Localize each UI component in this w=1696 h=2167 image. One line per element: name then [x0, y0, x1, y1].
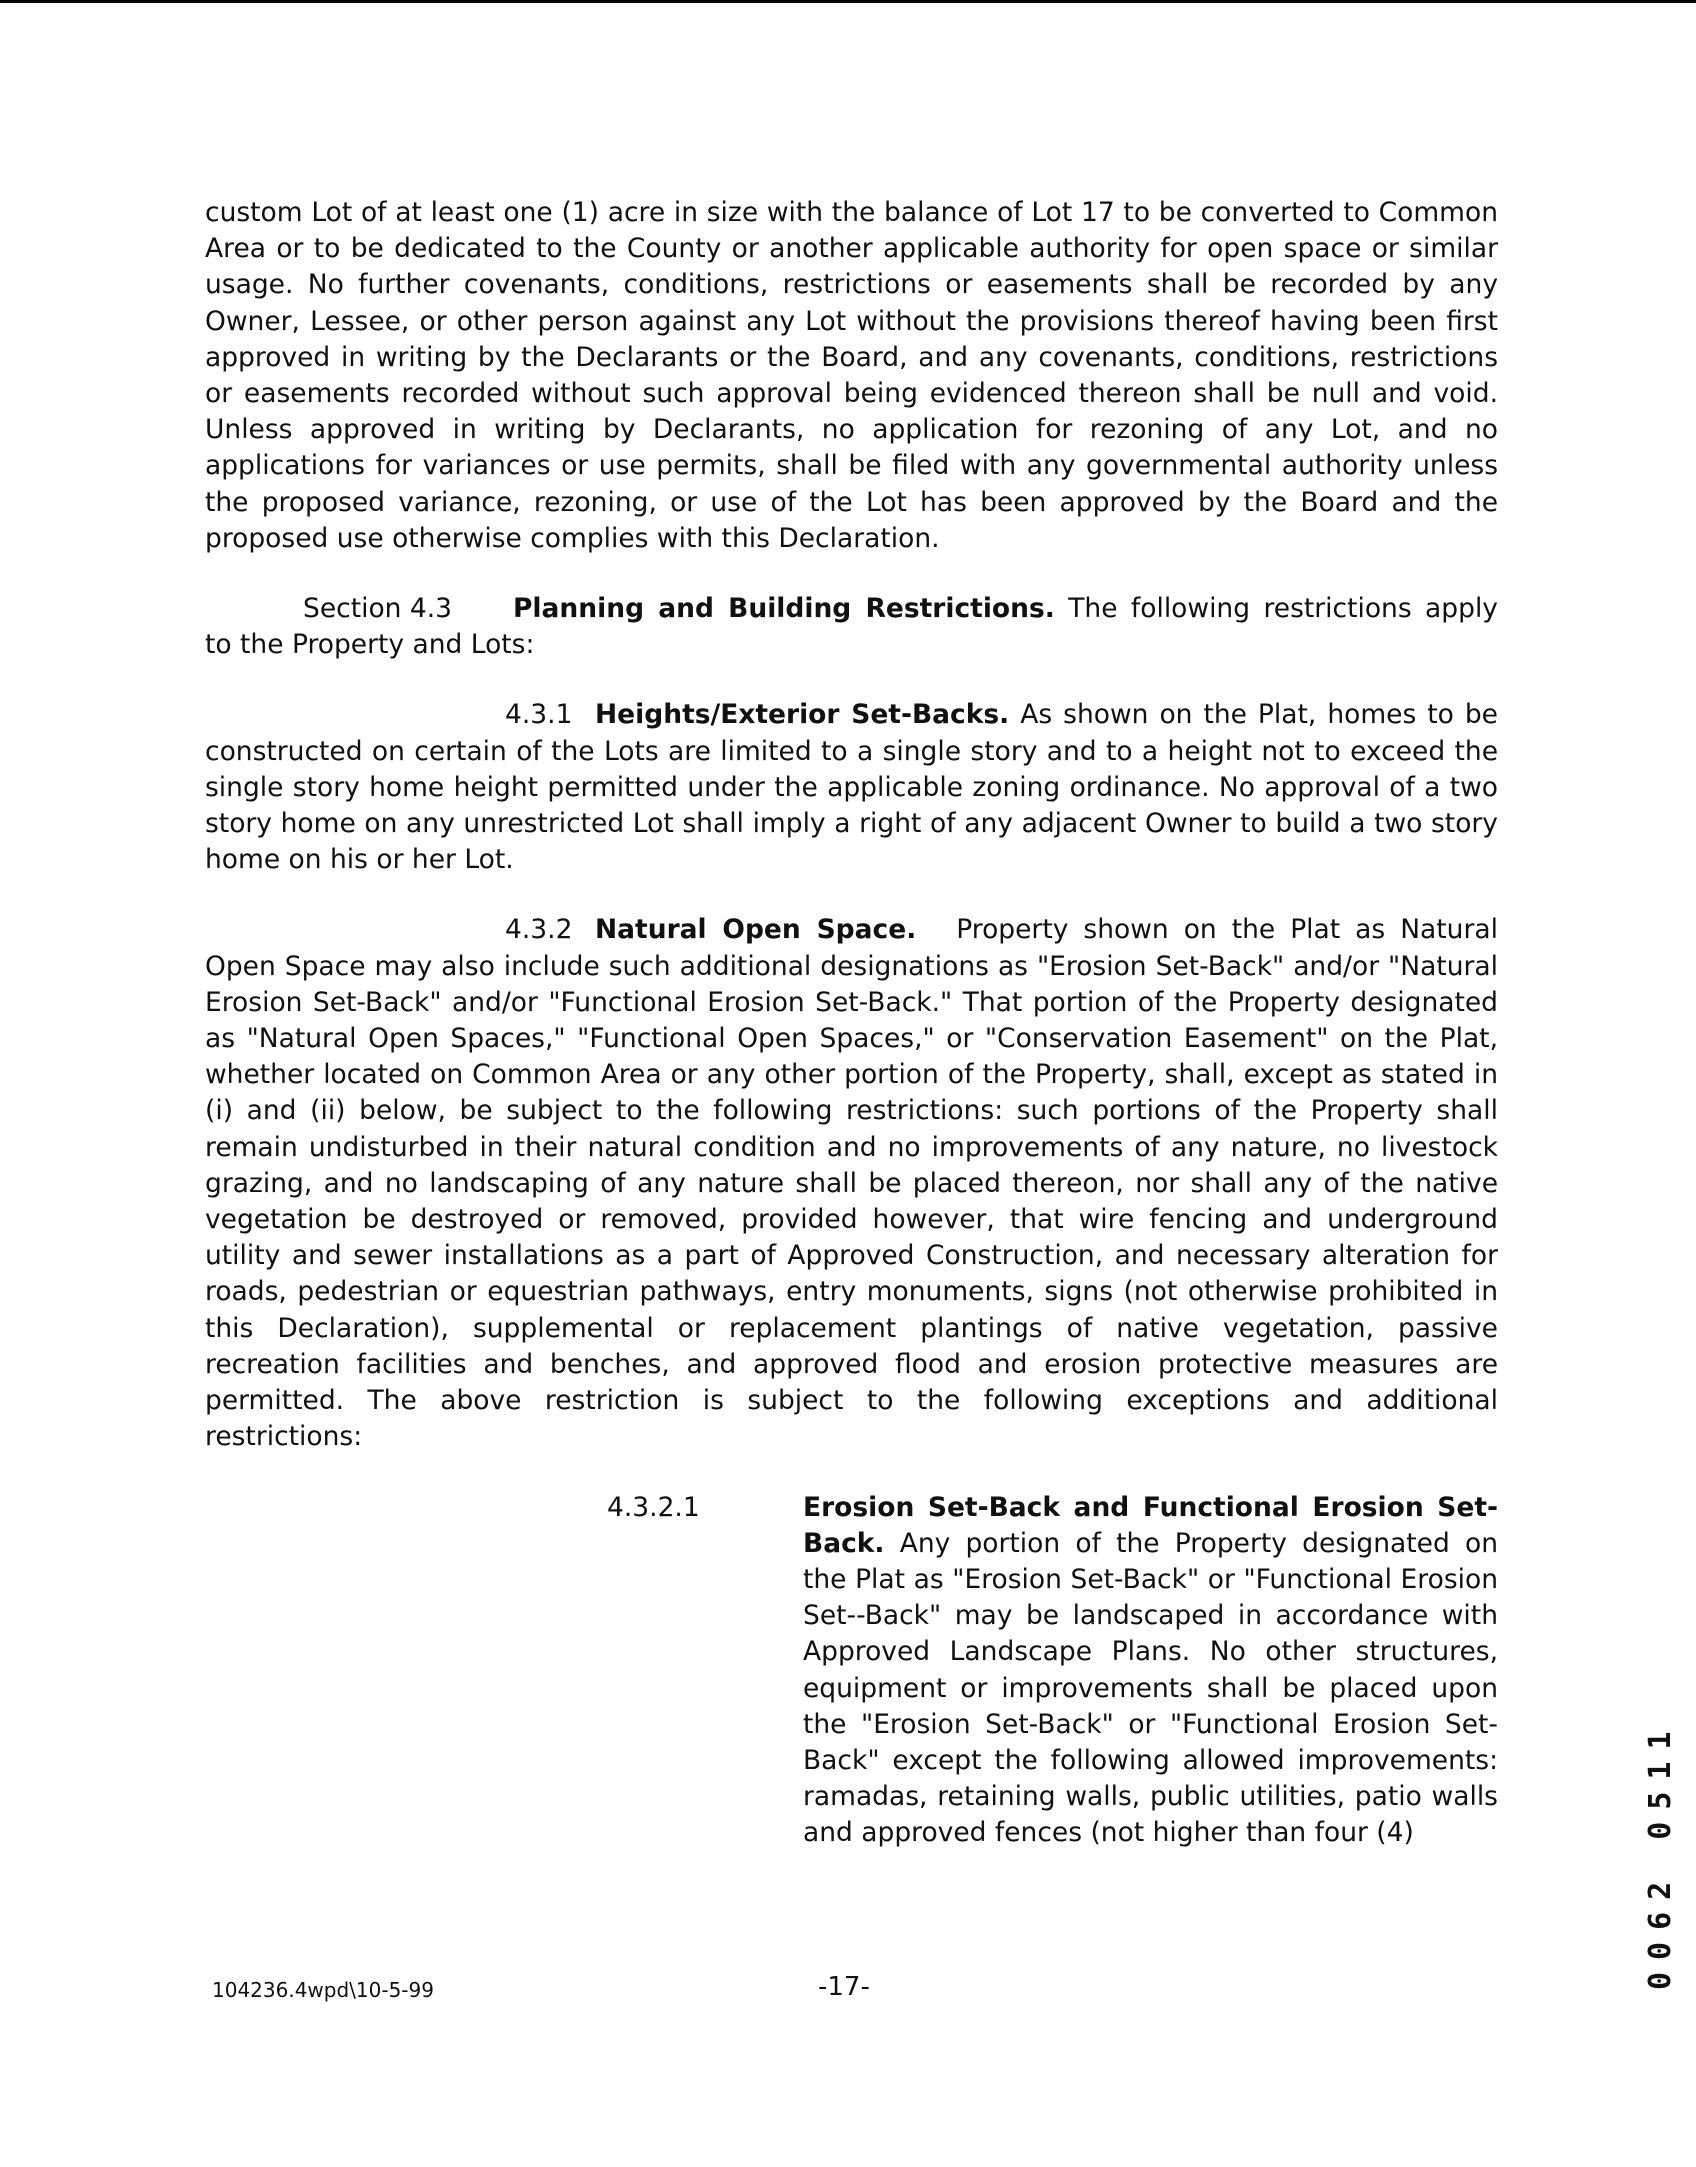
subsection-4-3-1-heading: Heights/Exterior Set-Backs.	[595, 699, 1010, 731]
subsection-4-3-1-number: 4.3.1	[505, 699, 573, 731]
section-4-3-heading: Planning and Building Restrictions.	[513, 593, 1055, 625]
footer-document-id: 104236.4wpd\10-5-99	[212, 1978, 434, 2002]
subsection-4-3-2-1-block	[205, 1490, 1498, 1852]
paragraph-continuation: custom Lot of at least one (1) acre in size with the balance of Lot 17 to be converted to Common Area or to be dedicated to the County or another applicable authority for open space or similar usage. No further covenants, conditions, restrictions or easements shall be recorded by any Owner, Lessee, or other person against any Lot without the provisions thereof having been first approved in writing by the Declarants or the Board, and any covenants, conditions, restrictions or easements recorded without such approval being evidenced thereon shall be null and void. Unless approved in writing by Declarants, no application for rezoning of any Lot, and no applications for variances or use permits, shall be filed with any governmental authority unless the proposed variance, rezoning, or use of the Lot has been approved by the Board and the proposed use otherwise complies with this Declaration.	[205, 197, 1498, 554]
footer-page-number: -17-	[818, 1972, 870, 2002]
recording-stamp	[1643, 1590, 1680, 1990]
section-4-3-number: Section 4.3	[303, 593, 453, 625]
subsection-4-3-2-heading: Natural Open Space.	[595, 914, 917, 946]
subsection-4-3-1-text: As shown on the Plat, homes to be constructed on certain of the Lots are limited to a single story and to a height not to exceed the single story home height permitted under the applicable zoning ordinance. No approval of a two story home on any unrestricted Lot shall imply a right of any adjacent Owner to build a two story home on his or her Lot.	[205, 699, 1498, 876]
recording-stamp-text: 0062 0511	[1643, 1719, 1678, 1990]
document-page-body	[205, 195, 1498, 1852]
subsection-4-3-1-paragraph	[205, 697, 1498, 878]
top-border-line	[0, 0, 1696, 3]
subsection-4-3-2-1-paragraph	[803, 1490, 1498, 1852]
subsection-4-3-2-1-number: 4.3.2.1	[607, 1491, 700, 1523]
subsection-4-3-2-text: Property shown on the Plat as Natural Open Space may also include such additional designations as "Erosion Set-Back" and/or "Natural Erosion Set-Back" and/or "Functional Erosion Set-Back." That portion of the Property designated as "Natural Open Spaces," "Functional Open Spaces," or "Conservation Easement" on the Plat, whether located on Common Area or any other portion of the Property, shall, except as stated in (i) and (ii) below, be subject to the following restrictions: such portions of the Property shall remain undisturbed in their natural condition and no improvements of any nature, no livestock grazing, and no landscaping of any nature shall be placed thereon, nor shall any of the native vegetation be destroyed or removed, provided however, that wire fencing and underground utility and sewer installations as a part of Approved Construction, and necessary alteration for roads, pedestrian or equestrian pathways, entry monuments, signs (not otherwise prohibited in this Declaration), supplemental or replacement plantings of native vegetation, passive recreation facilities and benches, and approved flood and erosion protective measures are permitted. The above restriction is subject to the following exceptions and additional restrictions:	[205, 914, 1498, 1453]
section-4-3-paragraph	[205, 591, 1498, 663]
subsection-4-3-2-1-text: Any portion of the Property designated on the Plat as "Erosion Set-Back" or "Functional Erosion Set--Back" may be landscaped in accordance with Approved Landscape Plans. No other structures, equipment or improvements shall be placed upon the "Erosion Set-Back" or "Functional Erosion Set-Back" except the following allowed improvements: ramadas, retaining walls, public utilities, patio walls and approved fences (not higher than four (4)	[803, 1527, 1498, 1849]
subsection-4-3-2-1-heading: Erosion Set-Back and Functional Erosion Set-Back.	[803, 1491, 1498, 1559]
subsection-4-3-2-paragraph	[205, 912, 1498, 1455]
section-4-3-text: The following restrictions apply to the Property and Lots:	[205, 593, 1498, 661]
subsection-4-3-2-number: 4.3.2	[505, 914, 573, 946]
